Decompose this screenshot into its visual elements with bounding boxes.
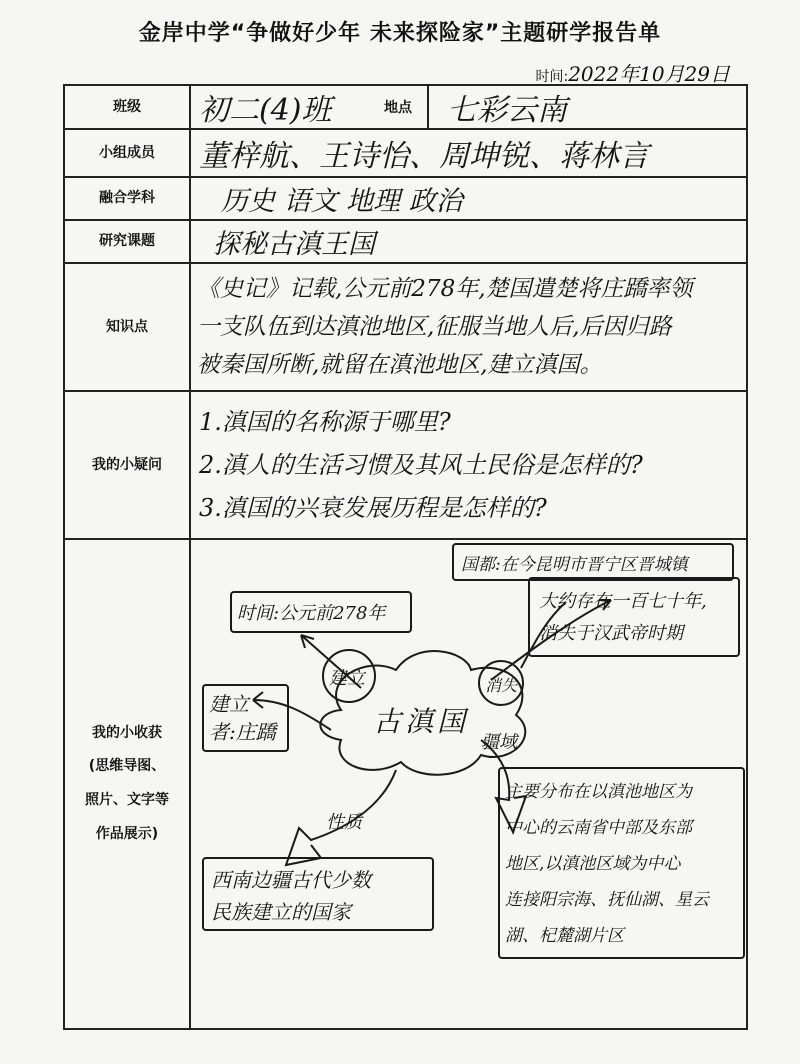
- subjects-row: [64, 177, 747, 220]
- members-row: [64, 129, 747, 177]
- topic-value: 探秘古滇王国: [190, 220, 747, 263]
- members-value: 董梓航、王诗怡、周坤锐、蒋林言: [190, 129, 747, 177]
- class-row: [64, 85, 747, 129]
- knowledge-line: 一支队伍到达滇池地区,征服当地人后,后因归路: [197, 314, 672, 340]
- question-item: 1.滇国的名称源于哪里?: [199, 407, 451, 436]
- mindmap-cell: [190, 539, 747, 1029]
- location-label: 地点: [384, 100, 412, 116]
- knowledge-line: 被秦国所断,就留在滇池地区,建立滇国。: [197, 352, 603, 378]
- question-item: 2.滇人的生活习惯及其风土民俗是怎样的?: [199, 450, 643, 479]
- subjects-value: 历史 语文 地理 政治: [190, 177, 747, 220]
- time-node: 时间:公元前278年: [237, 603, 386, 624]
- questions-row: [64, 391, 747, 539]
- harvest-label-line: 作品展示): [95, 825, 159, 842]
- vanish-detail-node: 大约存在一百七十年, 消失于汉武帝时期: [539, 591, 707, 644]
- date-field: [535, 58, 730, 87]
- knowledge-value: [190, 263, 747, 391]
- harvest-label: [64, 539, 190, 1029]
- nature-node: 西南边疆古代少数 民族建立的国家: [211, 868, 371, 924]
- topic-row: [64, 220, 747, 263]
- knowledge-label: 知识点: [64, 263, 190, 391]
- class-location-cell: [190, 85, 747, 129]
- knowledge-row: [64, 263, 747, 391]
- page-title: 金岸中学“争做好少年 未来探险家”主题研学报告单: [138, 21, 662, 46]
- territory-node: 主要分布在以滇池地区为 中心的云南省中部及东部 地区,以滇池区域为中心 连接阳宗海、抚仙湖、星云 湖、杞麓湖片区: [505, 782, 709, 946]
- capital-node: 国都:在今昆明市晋宁区晋城镇: [461, 555, 688, 575]
- question-item: 3.滇国的兴衰发展历程是怎样的?: [199, 493, 547, 522]
- subjects-label: 融合学科: [64, 177, 190, 220]
- harvest-label-line: 我的小收获: [92, 724, 162, 741]
- territory-branch-label: 疆域: [481, 732, 517, 753]
- knowledge-line: 《史记》记载,公元前278年,楚国遣楚将庄蹻率领: [197, 276, 693, 302]
- members-label: 小组成员: [64, 129, 190, 177]
- harvest-label-line: 照片、文字等: [85, 792, 169, 808]
- questions-value: [190, 391, 747, 539]
- questions-label: 我的小疑问: [64, 391, 190, 539]
- nature-branch-label: 性质: [326, 812, 362, 833]
- found-branch-label: 建立: [329, 668, 365, 689]
- founder-node: 建立 者:庄蹻: [209, 692, 276, 744]
- location-value: 七彩云南: [447, 93, 567, 128]
- date-value: 2022年10月29日: [568, 62, 730, 86]
- harvest-label-line: (思维导图、: [88, 758, 166, 775]
- topic-label: 研究课题: [64, 220, 190, 263]
- class-label: 班级: [64, 85, 190, 129]
- mindmap: [191, 540, 746, 1028]
- harvest-row: [64, 539, 747, 1029]
- vanish-branch-label: 消失: [485, 676, 518, 695]
- center-node: 古滇国: [373, 705, 470, 738]
- report-form-table: [63, 84, 748, 1030]
- class-value: 初二(4)班: [199, 93, 332, 128]
- date-label: 时间:: [535, 69, 569, 85]
